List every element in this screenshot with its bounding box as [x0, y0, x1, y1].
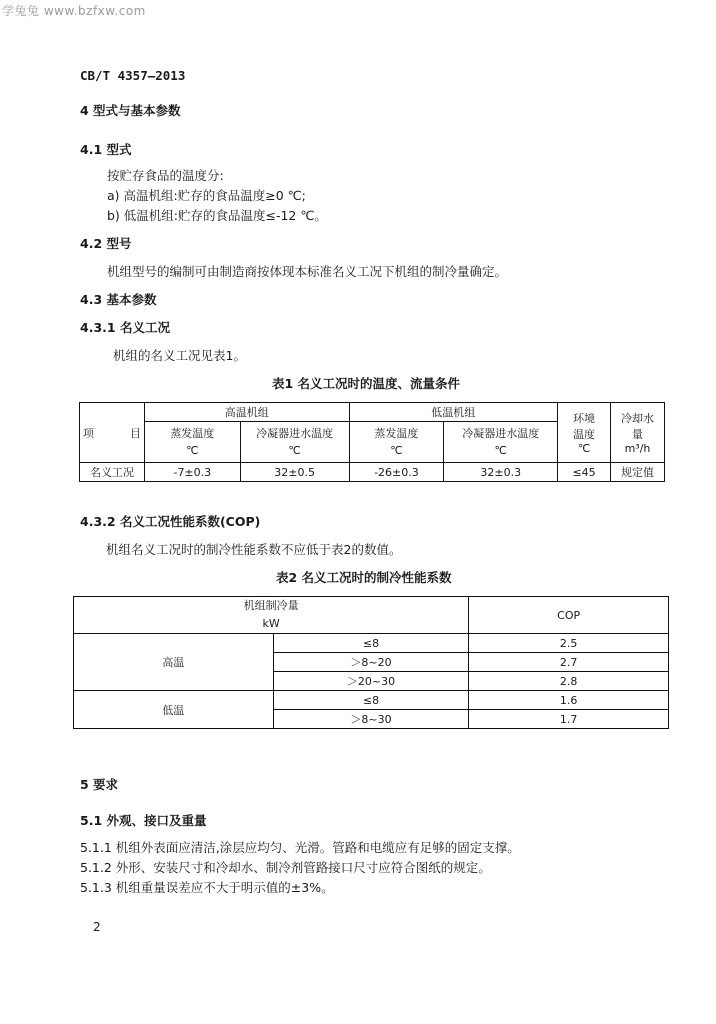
high-cond-temp-header: [240, 422, 349, 463]
cooling-water-line-2: 量: [632, 428, 643, 441]
table-cell: 32±0.5: [240, 463, 349, 482]
env-temp-header: [558, 403, 611, 463]
table-row: ＞8~20: [273, 653, 469, 672]
section-4-2-text: 机组型号的编制可由制造商按体现本标准名义工况下机组的制冷量确定。: [107, 264, 508, 279]
low-temp-label: 低温: [74, 691, 274, 729]
unit-celsius: ℃: [494, 444, 507, 457]
section-4-3-2-text: 机组名义工况时的制冷性能系数不应低于表2的数值。: [106, 542, 402, 557]
section-4-3-1-text: 机组的名义工况见表1。: [113, 348, 246, 363]
table-row: ≤8: [273, 634, 469, 653]
table-1-item-header: [80, 403, 145, 463]
unit-celsius: ℃: [186, 444, 199, 457]
item-header-char-1: 项: [82, 426, 94, 440]
cooling-water-unit: m³/h: [624, 442, 651, 455]
table-1-caption: 表1 名义工况时的温度、流量条件: [272, 376, 461, 391]
section-4-3-heading: 4.3 基本参数: [80, 292, 157, 307]
table-row: ≤8: [273, 691, 469, 710]
section-4-3-1-heading: 4.3.1 名义工况: [80, 320, 170, 335]
evap-temp-label: 蒸发温度: [374, 427, 419, 440]
table-cell: 2.7: [469, 653, 669, 672]
high-temp-group-header: 高温机组: [144, 403, 349, 422]
section-4-1-heading: 4.1 型式: [80, 142, 132, 157]
cop-header: COP: [469, 597, 669, 634]
table-cell: ≤45: [558, 463, 611, 482]
table-cell: 2.5: [469, 634, 669, 653]
cooling-water-line-1: 冷却水: [621, 412, 654, 425]
cond-temp-label: 冷凝器进水温度: [462, 427, 540, 440]
table-cell: -7±0.3: [144, 463, 240, 482]
standard-number: CB/T 4357—2013: [80, 68, 186, 83]
table-2-caption: 表2 名义工况时的制冷性能系数: [276, 570, 452, 585]
env-temp-line-1: 环境: [573, 412, 596, 425]
section-4-3-2-heading: 4.3.2 名义工况性能系数(COP): [80, 514, 261, 529]
low-temp-group-header: 低温机组: [349, 403, 558, 422]
table-cell: 2.8: [469, 672, 669, 691]
table-cell: 1.6: [469, 691, 669, 710]
nominal-condition-label: 名义工况: [80, 463, 145, 482]
section-5-1-heading: 5.1 外观、接口及重量: [80, 813, 207, 828]
capacity-header-unit: kW: [262, 617, 280, 630]
section-5-1-2-text: 5.1.2 外形、安装尺寸和冷却水、制冷剂管路接口尺寸应符合图纸的规定。: [80, 860, 491, 875]
cooling-water-header: [611, 403, 665, 463]
low-cond-temp-header: [444, 422, 558, 463]
section-5-1-1-text: 5.1.1 机组外表面应清洁,涂层应均匀、光滑。管路和电缆应有足够的固定支撑。: [80, 840, 520, 855]
capacity-header: [74, 597, 469, 634]
capacity-header-label: 机组制冷量: [243, 599, 299, 612]
env-temp-unit: ℃: [577, 442, 591, 455]
unit-celsius: ℃: [288, 444, 301, 457]
unit-celsius: ℃: [390, 444, 403, 457]
item-header-char-2: 目: [129, 426, 141, 440]
section-4-heading: 4 型式与基本参数: [80, 103, 181, 118]
table-1: [79, 402, 665, 482]
section-4-1-item-a: a) 高温机组:贮存的食品温度≥0 ℃;: [107, 188, 306, 203]
section-4-2-heading: 4.2 型号: [80, 236, 132, 251]
cond-temp-label: 冷凝器进水温度: [256, 427, 334, 440]
high-temp-label: 高温: [74, 634, 274, 691]
section-4-1-text: 按贮存食品的温度分:: [107, 168, 224, 183]
section-5-1-3-text: 5.1.3 机组重量误差应不大于明示值的±3%。: [80, 880, 334, 895]
low-evap-temp-header: [349, 422, 444, 463]
env-temp-line-2: 温度: [573, 428, 596, 441]
table-cell: 32±0.3: [444, 463, 558, 482]
high-evap-temp-header: [144, 422, 240, 463]
section-5-heading: 5 要求: [80, 777, 119, 792]
table-cell: -26±0.3: [349, 463, 444, 482]
table-2: [73, 596, 669, 729]
page-number: 2: [93, 920, 101, 934]
table-row: ＞20~30: [273, 672, 469, 691]
evap-temp-label: 蒸发温度: [170, 427, 215, 440]
table-cell: 规定值: [611, 463, 665, 482]
table-cell: 1.7: [469, 710, 669, 729]
section-4-1-item-b: b) 低温机组:贮存的食品温度≤-12 ℃。: [107, 208, 327, 223]
watermark: 学兔兔 www.bzfxw.com: [2, 4, 146, 18]
table-row: ＞8~30: [273, 710, 469, 729]
